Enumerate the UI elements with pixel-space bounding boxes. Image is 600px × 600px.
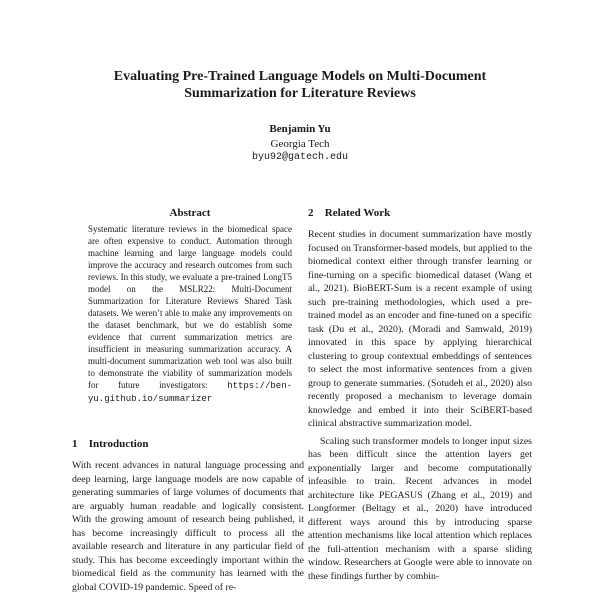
related-work-title: Related Work — [324, 207, 391, 219]
related-work-heading — [308, 206, 390, 220]
introduction-heading — [72, 437, 148, 451]
introduction-body — [72, 459, 304, 598]
abstract-url[interactable]: https://ben-yu.github.io/summarizer — [88, 381, 292, 404]
abstract-body — [88, 223, 292, 405]
related-work-paragraph-2: Scaling such transformer models to longer input sizes has been difficult since the attention layers get exponentially larger and become computationally infeasible to train. Recent advances in model architecture like PEGASUS (Zhang et al., 2019) and Longformer (Beltagy et al., 2020) have introduced different ways around this by introducing sparse attention mechanisms like local attention which replaces the full-attention mechanism with a sparse sliding window. Researchers at Google were able to innovate on these findings further by combin- — [308, 435, 532, 582]
abstract-text: Systematic literature reviews in the biomedical space are often expensive to conduct. Automation through machine learning and large language models could improve the accuracy and research outcomes from such reviews. In this study, we evaluate a pre-trained LongT5 model on the MSLR22: Multi-Document Summarization for Literature Reviews Shared Task datasets. We weren’t able to make any improvements on the dataset benchmark, but we do establish some evidence that current summarization metrics are insufficient in measuring summarization accuracy. A multi-document summarization web tool was also built to demonstrate the viability of summarization models for future investigators: — [88, 224, 292, 390]
title-line-1: Evaluating Pre-Trained Language Models on Multi-Document — [113, 69, 487, 84]
introduction-number: 1 — [72, 438, 78, 450]
introduction-title: Introduction — [88, 438, 149, 450]
author-affiliation: Georgia Tech — [270, 138, 330, 150]
related-work-number: 2 — [308, 207, 314, 219]
paper-title — [0, 68, 600, 102]
introduction-paragraph: With recent advances in natural language processing and deep learning, large language models are now capable of generating summaries of large volumes of documents that are arguably human readable and logically consistent. With the growing amount of research being published, it has become increasingly difficult to process all the available research and literature in any particular field of study. This has become exceedingly important within the biomedical field as the community has learned with the global COVID-19 pandemic. Speed of re- — [72, 460, 304, 593]
abstract-heading: Abstract — [169, 207, 211, 219]
author-name: Benjamin Yu — [269, 123, 331, 135]
related-work-paragraph-1: Recent studies in document summarization have mostly focused on Transformer-based models, but applied to the biomedical context either through transfer learning or fine-turning on a specific biomedical dataset (Wang et al., 2021). BioBERT-Sum is a recent example of using such pre-training methodologies, which used a pre-trained model as an encoder and fine-tuned on a specific task (Du et al., 2020). (Moradi and Samwald, 2019) innovated in this space by applying hierarchical clustering to group contextual embeddings of sentences to select the most informative sentences from a given group to generate summaries. (Sotudeh et al., 2020) also recently proposed a mechanism to leverage domain knowledge and embed it into their SciBERT-based clinical abstractive summarization model. — [308, 229, 532, 429]
author-email: byu92@gatech.edu — [251, 152, 348, 163]
title-line-2: Summarization for Literature Reviews — [184, 86, 416, 101]
related-work-body — [308, 228, 532, 587]
